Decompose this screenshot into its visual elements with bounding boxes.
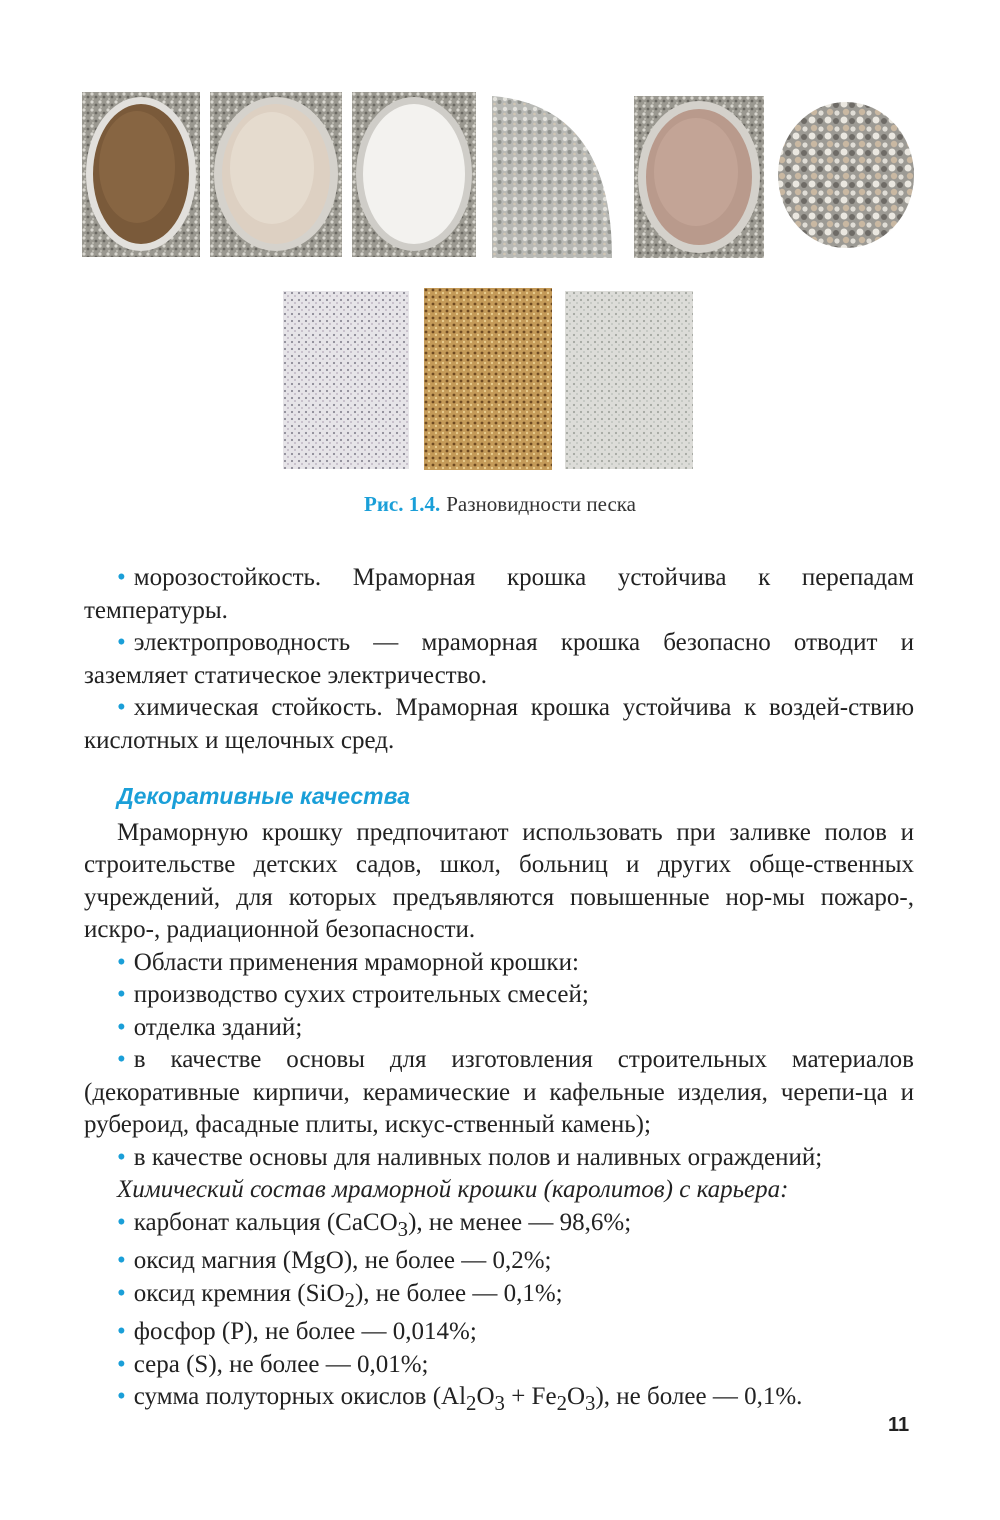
list-item: • электропроводность — мраморная крошка безопасно отводит и заземляет статическое электричество. <box>84 629 914 689</box>
decorative-section <box>84 768 914 1420</box>
figure-caption-text: Разновидности песка <box>446 492 636 516</box>
bullet-icon: • <box>117 1350 126 1378</box>
properties-list <box>84 562 914 757</box>
list-item: • в качестве основы для изготовления строительных материалов (декоративные кирпичи, керамические и кафельные изделия, черепи-ца и рубероид, фасадные плиты, искус-ственный камень); <box>84 1046 914 1138</box>
section-heading: Декоративные качества <box>117 783 411 809</box>
gravel-photo-circle <box>776 100 916 250</box>
bullet-icon: • <box>117 1046 126 1073</box>
list-item: • сера (S), не более — 0,01%; <box>117 1350 429 1378</box>
gravel-photo-quarter <box>492 96 612 258</box>
sand-photo-white <box>352 92 476 257</box>
chem-intro: Химический состав мраморной крошки (каролитов) с карьера: <box>117 1176 789 1203</box>
list-item: • сумма полуторных окислов $(Al_2O_3 + Fe_2O_3)$, не более — 0,1%. <box>117 1383 803 1415</box>
bullet-icon: • <box>117 1013 126 1041</box>
bullet-icon: • <box>117 1143 126 1171</box>
figure-caption <box>0 492 1000 517</box>
sand-photo-brown <box>82 92 200 257</box>
bullet-icon: • <box>117 1318 126 1345</box>
list-item: • химическая стойкость. Мраморная крошка устойчива к воздей-ствию кислотных и щелочных сред. <box>84 694 914 754</box>
paragraph: Мраморную крошку предпочитают использовать при заливке полов и строительстве детских садов, школ, больниц и других обще-ственных учреждений, для которых предъявляются повышенные нор-мы пожаро-, искро-, радиационной безопасности. <box>84 818 914 943</box>
list-item: • производство сухих строительных смесей; <box>117 981 589 1008</box>
page-number: 11 <box>888 1414 910 1436</box>
bullet-icon: • <box>117 948 126 976</box>
sand-photo-gray <box>565 291 693 469</box>
bullet-icon: • <box>117 1383 126 1410</box>
bullet-icon: • <box>117 694 126 721</box>
bullet-icon: • <box>117 1279 126 1307</box>
bullet-icon: • <box>117 981 126 1008</box>
list-item: • оксид магния (MgO), не более — 0,2%; <box>117 1247 552 1274</box>
bullet-icon: • <box>117 564 126 591</box>
list-item: • фосфор (P), не более — 0,014%; <box>117 1318 477 1345</box>
sand-photo-speckled <box>283 291 409 469</box>
list-item: • оксид кремния (SiO$_2$), не более — 0,1%; <box>117 1279 563 1312</box>
sand-photo-golden <box>424 288 552 470</box>
list-item: • в качестве основы для наливных полов и наливных ограждений; <box>117 1143 823 1171</box>
sand-photo-pink <box>634 96 764 258</box>
sand-photo-beige <box>210 92 342 257</box>
bullet-icon: • <box>117 629 126 656</box>
list-item: • Области применения мраморной крошки: <box>117 948 579 976</box>
bullet-icon: • <box>117 1208 126 1236</box>
list-item: • карбонат кальция (CaCO$_3$), не менее — 98,6%; <box>117 1208 632 1241</box>
list-item: • отделка зданий; <box>117 1013 303 1041</box>
list-item: • морозостойкость. Мраморная крошка устойчива к перепадам температуры. <box>84 564 914 624</box>
figure-number: Рис. 1.4. <box>364 492 441 516</box>
bullet-icon: • <box>117 1247 126 1274</box>
